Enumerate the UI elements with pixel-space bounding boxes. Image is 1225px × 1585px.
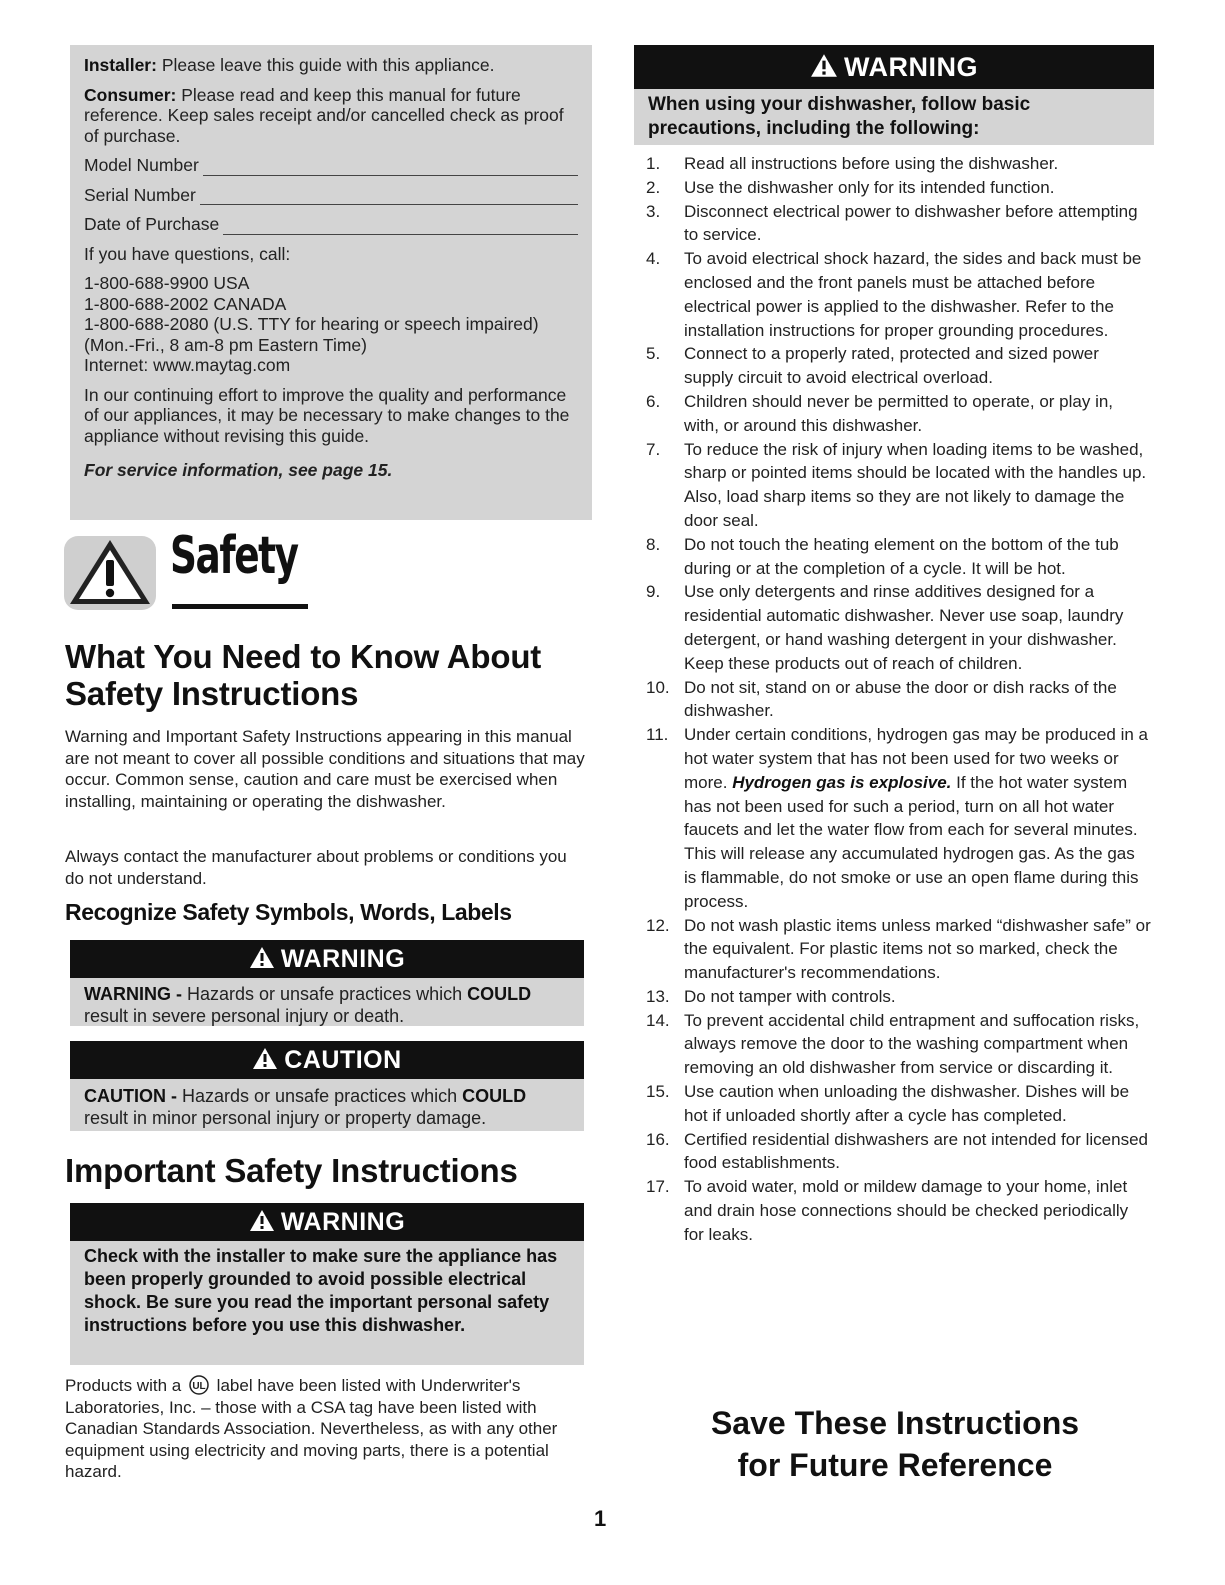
list-item-text: Use caution when unloading the dishwasher. Dishes will be hot if unloaded shortly after a cycle has completed. (684, 1082, 1130, 1125)
continuing-effort: In our continuing effort to improve the quality and performance of our appliances, it may be necessary to make changes to the appliance without revising this guide. (84, 384, 570, 446)
list-item-text: To reduce the risk of injury when loading items to be washed, sharp or pointed items should be located with the handles up. Also, load sharp items so they are not likely to damage the door seal. (684, 439, 1147, 530)
list-item-text: To avoid water, mold or mildew damage to your home, inlet and drain hose connections should be checked periodically for leaks. (684, 1177, 1129, 1244)
list-item (646, 533, 1151, 581)
caution-def-label: CAUTION - (84, 1086, 177, 1106)
date-of-purchase-line (223, 219, 578, 235)
installer-grounding-warning: Check with the installer to make sure the appliance has been properly grounded to avoid possible electrical shock. Be sure you read the important personal safety instructions before you use this dishwasher. (70, 1241, 584, 1365)
list-item (646, 438, 1151, 533)
warning-def-label: WARNING - (84, 984, 182, 1004)
save-line-2: for Future Reference (737, 1447, 1053, 1483)
list-item-emphasis: Hydrogen gas is explosive. (732, 772, 952, 792)
list-item-number: 7. (646, 439, 661, 459)
warning-def-text: Hazards or unsafe practices which (182, 984, 468, 1004)
list-item-number: 5. (646, 344, 661, 364)
phone-canada: 1-800-688-2002 CANADA (84, 293, 287, 314)
serial-number-label: Serial Number (84, 184, 196, 205)
list-item-text: Use the dishwasher only for its intended function. (684, 177, 1055, 197)
consumer-note (84, 85, 578, 147)
list-item (646, 985, 1151, 1009)
list-item-text: Do not wash plastic items unless marked “dishwasher safe” or the equivalent. For plastic items not so marked, check the manufacturer's recommendations. (684, 915, 1151, 983)
list-item (646, 580, 1151, 675)
installer-text: Please leave this guide with this appliance. (156, 55, 495, 75)
caution-definition (70, 1079, 584, 1131)
list-item-number: 14. (646, 1010, 670, 1030)
caution-could: COULD (462, 1086, 527, 1106)
list-item (646, 1080, 1151, 1128)
heading-important-safety: Important Safety Instructions (65, 1152, 518, 1189)
list-item-text-part: If the hot water system has not been used for such a period, turn on all hot water faucets and let the water flow from each for several minutes. This will release any accumulated hydrogen gas. As the gas is flammable, do not smoke or use an open flame during this process. (684, 772, 1139, 911)
list-item-text: Certified residential dishwashers are not intended for licensed food establishments. (684, 1129, 1148, 1173)
list-item (646, 152, 1151, 176)
safety-title: Safety (170, 526, 298, 586)
list-item-text: Do not touch the heating element on the bottom of the tub during or at the completion of a cycle. It will be hot. (684, 534, 1119, 578)
list-item (646, 1128, 1151, 1176)
list-item (646, 247, 1151, 342)
list-item (646, 676, 1151, 724)
list-item-number: 16. (646, 1129, 670, 1149)
heading-what-you-need: What You Need to Know About Safety Instructions (65, 638, 542, 712)
serial-number-line (200, 189, 578, 205)
warning-could: COULD (467, 984, 532, 1004)
warning-banner-2 (70, 1203, 584, 1241)
basic-precautions-heading: When using your dishwasher, follow basic precautions, including the following: (634, 89, 1154, 145)
ul-logo-text: UL (192, 1381, 206, 1392)
caution-banner (70, 1041, 584, 1079)
list-item-number: 15. (646, 1082, 670, 1102)
page-number: 1 (594, 1506, 607, 1531)
heading-recognize-symbols: Recognize Safety Symbols, Words, Labels (65, 899, 512, 925)
safety-section-header (64, 526, 324, 614)
para-contact-manufacturer: Always contact the manufacturer about problems or conditions you do not understand. (65, 847, 567, 888)
list-item-number: 9. (646, 582, 661, 602)
list-item-number: 3. (646, 201, 661, 221)
list-item-text: To prevent accidental child entrapment and suffocation risks, always remove the door to the washing compartment when removing an old dishwasher from service or discarding it. (684, 1010, 1140, 1078)
installer-note (84, 55, 578, 76)
warning-triangle-icon (810, 53, 838, 78)
installer-label: Installer: (84, 55, 157, 75)
safety-instructions-list (646, 152, 1151, 1247)
list-item-text: Use only detergents and rinse additives designed for a residential automatic dishwasher. Never use soap, laundry detergent, or hand washing detergent in your dishwasher. Keep these products out of reach of children. (684, 582, 1124, 673)
list-item (646, 914, 1151, 985)
list-item-number: 8. (646, 534, 661, 554)
ul-logo-icon (186, 1375, 212, 1395)
list-item-text: Connect to a properly rated, protected and sized power supply circuit to avoid electrical overload. (684, 344, 1099, 388)
list-item-number: 6. (646, 391, 661, 411)
safety-underline (172, 604, 308, 609)
para-products-listed (65, 1375, 595, 1483)
list-item (646, 723, 1151, 913)
list-item-number: 2. (646, 177, 661, 197)
questions-line: If you have questions, call: (84, 243, 291, 264)
list-item (646, 200, 1151, 248)
list-item-number: 13. (646, 986, 670, 1006)
para-warning-instructions: Warning and Important Safety Instructions appearing in this manual are not meant to cover all possible conditions and situations that may occur. Common sense, caution and care must be exercised when installing, maintaining or operating the dishwasher. (65, 727, 585, 811)
model-number-field (84, 155, 578, 176)
list-item-number: 1. (646, 154, 661, 173)
caution-def-end: result in minor personal injury or property damage. (84, 1108, 487, 1128)
save-line-1: Save These Instructions (710, 1405, 1080, 1441)
list-item (646, 342, 1151, 390)
installer-info-box (70, 45, 592, 520)
list-item-number: 17. (646, 1177, 670, 1197)
list-item-text: To avoid electrical shock hazard, the sides and back must be enclosed and the front panels must be attached before electrical power is applied to the dishwasher. Refer to the installation instructions for proper grounding procedures. (684, 249, 1142, 340)
warning-banner-right (634, 45, 1154, 89)
date-of-purchase-label: Date of Purchase (84, 214, 220, 234)
products-post: label have been listed with Underwriter's Laboratories, Inc. – those with a CSA tag have been listed with Canadian Standards Association. Nevertheless, as with any other equipment using electricity and moving parts, there is a potential hazard. (65, 1376, 558, 1481)
list-item (646, 1009, 1151, 1080)
list-item-text: Children should never be permitted to operate, or play in, with, or around this dishwasher. (684, 391, 1114, 435)
service-info: For service information, see page 15. (84, 460, 393, 480)
model-number-label: Model Number (84, 155, 199, 175)
list-item (646, 176, 1151, 200)
products-pre: Products with a (65, 1376, 186, 1395)
list-item-number: 10. (646, 677, 670, 697)
list-item-text: Disconnect electrical power to dishwasher before attempting to service. (684, 201, 1138, 245)
list-item-number: 4. (646, 249, 661, 269)
consumer-text: Please read and keep this manual for future reference. Keep sales receipt and/or cancelled check as proof of purchase. (84, 84, 564, 146)
warning-def-end: result in severe personal injury or death. (84, 1006, 405, 1026)
phone-usa: 1-800-688-9900 USA (84, 273, 250, 293)
warning-definition (70, 978, 584, 1026)
list-item (646, 390, 1151, 438)
warning-label: WARNING (844, 52, 978, 82)
warning-label: WARNING (280, 1208, 406, 1236)
caution-label: CAUTION (284, 1046, 402, 1074)
warning-triangle-icon (249, 1209, 275, 1232)
list-item (646, 1175, 1151, 1246)
consumer-label: Consumer: (84, 84, 177, 105)
list-item-text: Do not sit, stand on or abuse the door or dish racks of the dishwasher. (684, 677, 1117, 721)
list-item-number: 11. (646, 725, 669, 745)
date-of-purchase-field (84, 214, 578, 235)
model-number-line (203, 160, 578, 176)
caution-def-text: Hazards or unsafe practices which (177, 1086, 463, 1106)
list-item-number: 12. (646, 915, 670, 935)
list-item-text: Do not tamper with controls. (684, 986, 896, 1006)
save-instructions-heading (640, 1402, 1150, 1486)
list-item-text-part: Under certain conditions, hydrogen gas may be produced in a hot water system that has not been used for two weeks or more. (684, 725, 1149, 792)
phone-tty: 1-800-688-2080 (U.S. TTY for hearing or speech impaired) (Mon.-Fri., 8 am-8 pm Eastern Time) (84, 314, 539, 355)
serial-number-field (84, 185, 578, 206)
warning-triangle-icon (252, 1047, 278, 1070)
list-item-text: Read all instructions before using the dishwasher. (684, 154, 1059, 173)
warning-label: WARNING (280, 945, 406, 973)
list-item-text (684, 723, 1151, 913)
warning-triangle-icon (249, 946, 275, 969)
warning-banner-1 (70, 940, 584, 978)
internet-line: Internet: www.maytag.com (84, 355, 291, 375)
safety-alert-icon (64, 536, 156, 610)
